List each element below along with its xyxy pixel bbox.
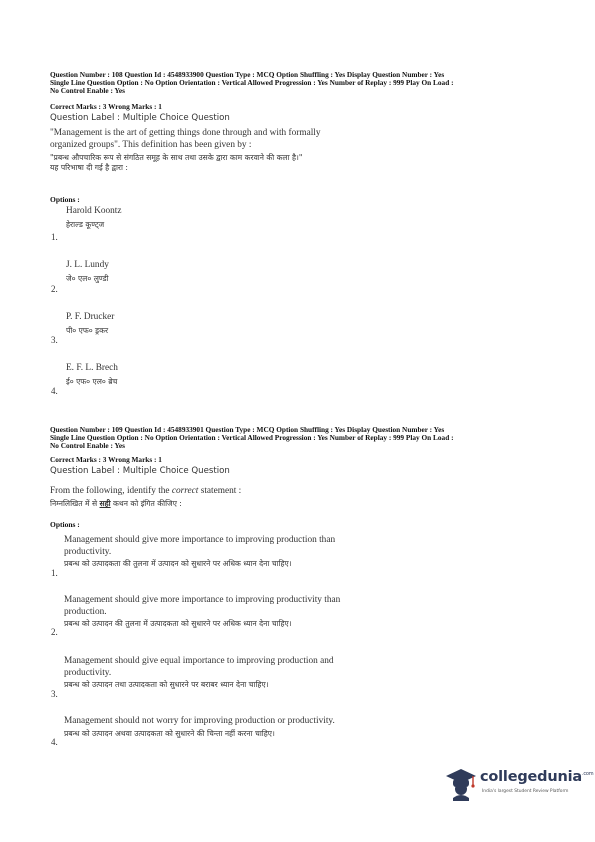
logo-tagline: India's largest Student Review Platform <box>482 789 569 794</box>
q108-meta-line-1: Question Number : 108 Question Id : 4548933900 Question Type : MCQ Option Shuffling : Yes Display Question Number : Yes <box>50 70 445 79</box>
q109-option-2-english-line-1: Management should give more importance to improving productivity than <box>64 595 341 605</box>
q109-option-4[interactable] <box>64 715 424 739</box>
q108-stem-en-line-2: organized groups". This definition has been given by : <box>50 139 252 150</box>
q109-options-heading: Options : <box>50 520 80 529</box>
q109-stem-hi-pre: निम्नलिखित में से <box>50 499 100 508</box>
q109-stem-english <box>50 486 570 498</box>
q108-option-2-number: 2. <box>51 284 58 294</box>
q109-stem-en-post: statement : <box>198 486 242 496</box>
q109-option-2-english-line-2: production. <box>64 607 107 617</box>
q109-marks: Correct Marks : 3 Wrong Marks : 1 <box>50 455 162 464</box>
q109-meta-line-3: No Control Enable : Yes <box>50 441 125 450</box>
q108-option-3[interactable] <box>66 311 114 336</box>
q108-option-1-english: Harold Koontz <box>66 206 122 216</box>
q109-stem-hi-emphasis: सही <box>99 499 111 508</box>
logo-wordmark <box>480 769 593 785</box>
q108-stem-hi-line-2: यह परिभाषा दी गई है द्वारा : <box>50 163 128 172</box>
q109-stem-en-pre: From the following, identify the <box>50 486 172 496</box>
q108-option-1[interactable] <box>66 205 122 230</box>
graduation-cap-icon <box>442 762 480 802</box>
q108-option-1-number: 1. <box>51 232 58 242</box>
q109-option-1[interactable] <box>64 534 424 569</box>
q109-option-3-english-line-1: Management should give equal importance to improving production and <box>64 656 334 666</box>
q108-option-1-hindi: हेराल्ड कूण्ट्ज <box>66 220 105 229</box>
q108-meta <box>50 71 560 95</box>
q109-option-2-number: 2. <box>51 627 58 637</box>
q109-option-2-hindi: प्रबन्ध को उत्पादन की तुलना में उत्पादकता को सुधारने पर अधिक ध्यान देना चाहिए। <box>64 619 292 628</box>
logo-name: collegedunia <box>480 769 582 785</box>
q109-question-label: Question Label : Multiple Choice Question <box>50 466 230 476</box>
q108-option-3-hindi: पी० एफ० ड्रकर <box>66 326 109 335</box>
q109-option-3-number: 3. <box>51 689 58 699</box>
q108-marks: Correct Marks : 3 Wrong Marks : 1 <box>50 102 162 111</box>
q109-stem-hindi <box>50 499 570 509</box>
q109-option-3[interactable] <box>64 655 424 690</box>
q109-option-1-english-line-1: Management should give more importance to improving production than <box>64 535 336 545</box>
q108-option-4-hindi: ई० एफ० एल० ब्रेच <box>66 377 118 386</box>
q109-stem-en-emphasis: correct <box>171 486 199 496</box>
q108-option-4-number: 4. <box>51 386 58 396</box>
q108-option-4[interactable] <box>66 362 118 387</box>
q108-meta-line-3: No Control Enable : Yes <box>50 86 125 95</box>
q109-option-4-number: 4. <box>51 737 58 747</box>
q108-option-3-number: 3. <box>51 335 58 345</box>
q108-question-label: Question Label : Multiple Choice Question <box>50 113 230 123</box>
q109-meta <box>50 426 560 450</box>
q108-option-4-english: E. F. L. Brech <box>66 363 118 373</box>
q108-meta-line-2: Single Line Question Option : No Option Orientation : Vertical Allowed Progression : Yes Number of Replay : 999 Play On Load : <box>50 78 454 87</box>
q108-stem-hi-line-1: "प्रबन्ध औपचारिक रूप से संगठित समूह के साथ तथा उसके द्वारा काम करवाने की कला है।" <box>50 153 303 162</box>
q108-option-2[interactable] <box>66 259 109 284</box>
q108-stem-en-line-1: "Management is the art of getting things done through and with formally <box>50 128 321 138</box>
q109-option-3-english-line-2: productivity. <box>64 668 112 678</box>
q108-option-2-english: J. L. Lundy <box>66 260 109 270</box>
q109-meta-line-2: Single Line Question Option : No Option Orientation : Vertical Allowed Progression : Yes Number of Replay : 999 Play On Load : <box>50 433 454 442</box>
q108-stem-hindi <box>50 153 570 173</box>
q109-option-1-hindi: प्रबन्ध को उत्पादकता की तुलना में उत्पादन को सुधारने पर अधिक ध्यान देना चाहिए। <box>64 559 292 568</box>
q109-option-1-english-line-2: productivity. <box>64 547 112 557</box>
logo-superscript: .com <box>581 771 594 778</box>
q109-option-4-hindi: प्रबन्ध को उत्पादन अथवा उत्पादकता को सुधारने की चिन्ता नहीं करना चाहिए। <box>64 729 275 738</box>
q109-option-4-english-line-1: Management should not worry for improving production or productivity. <box>64 716 335 726</box>
q109-option-1-number: 1. <box>51 568 58 578</box>
q109-meta-line-1: Question Number : 109 Question Id : 4548933901 Question Type : MCQ Option Shuffling : Yes Display Question Number : Yes <box>50 425 445 434</box>
collegedunia-logo <box>442 762 594 806</box>
q108-option-2-hindi: जे० एल० लुण्डी <box>66 274 109 283</box>
q108-options-heading: Options : <box>50 195 80 204</box>
q109-option-2[interactable] <box>64 594 424 629</box>
q108-option-3-english: P. F. Drucker <box>66 312 115 322</box>
q109-option-3-hindi: प्रबन्ध को उत्पादन तथा उत्पादकता को सुधारने पर बराबर ध्यान देना चाहिए। <box>64 680 269 689</box>
q108-stem-english <box>50 128 570 151</box>
q109-stem-hi-post: कथन को इंगित कीजिए : <box>110 499 182 508</box>
